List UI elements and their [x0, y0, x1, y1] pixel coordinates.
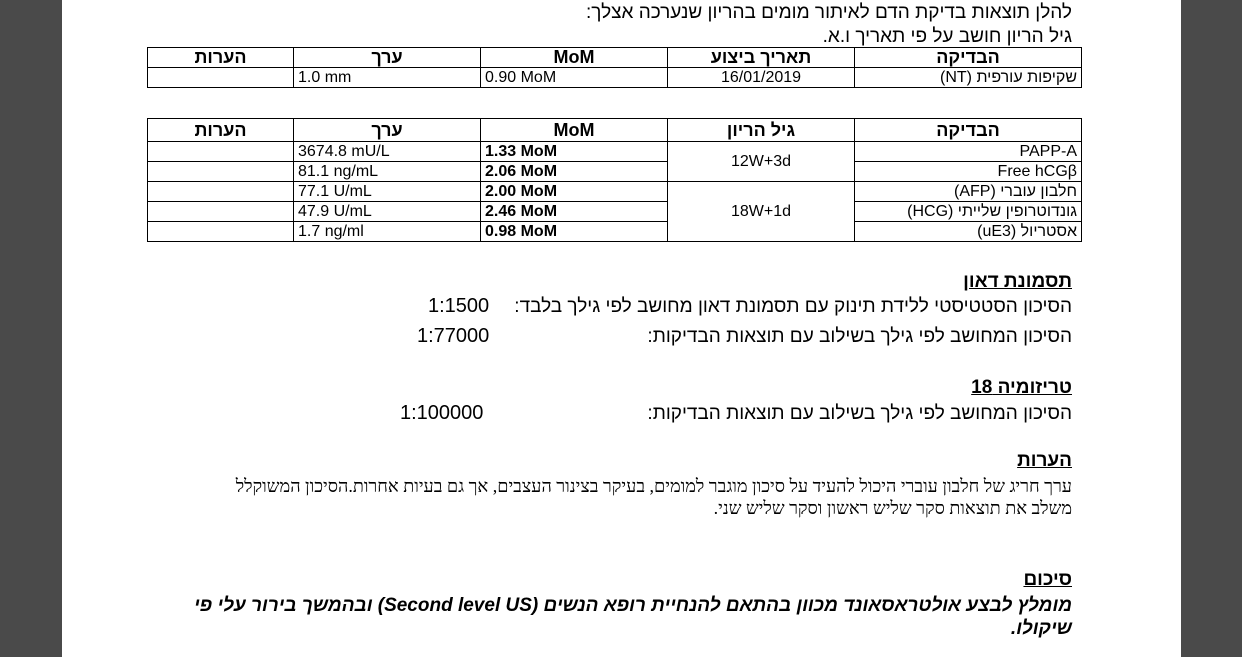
- table-row: [148, 142, 1082, 162]
- test-name-cell: PAPP-A: [855, 142, 1082, 162]
- value-cell: 3674.8 mU/L: [294, 142, 481, 162]
- table-row: [148, 162, 1082, 182]
- nt-results-table: [147, 47, 1082, 88]
- value-cell: 47.9 U/mL: [294, 202, 481, 222]
- document-page: [62, 0, 1181, 657]
- gestational-age-cell: 18W+1d: [668, 182, 855, 242]
- notes-text: ערך חריג של חלבון עוברי היכול להעיד על סיכון מוגבר למומים, בעיקר בצינור העצבים, אך גם בעיות אחרות.הסיכון המשוקלל משלב את תוצאות סקר שליש ראשון וסקר שליש שני.: [235, 476, 1072, 518]
- intro-line-1: להלן תוצאות בדיקת הדם לאיתור מומים בהריון שנערכה אצלך:: [586, 2, 1072, 23]
- notes-cell: [148, 182, 294, 202]
- down-syndrome-heading: תסמונת דאון: [963, 271, 1072, 292]
- value-cell: 77.1 U/mL: [294, 182, 481, 202]
- trisomy18-heading: טריזומיה 18: [971, 377, 1072, 398]
- down-risk-age-value: 1:1500: [428, 295, 490, 317]
- date-cell: 16/01/2019: [668, 68, 855, 88]
- blood-tests-table: [147, 118, 1082, 242]
- down-risk-age-label: הסיכון הסטטיסטי ללידת תינוק עם תסמונת דאון מחושב לפי גילך בלבד:: [514, 296, 1072, 317]
- table-row: [148, 68, 1082, 88]
- column-header: MoM: [481, 119, 668, 142]
- column-header: הערות: [148, 48, 294, 68]
- trisomy18-risk-value: 1:100000: [400, 402, 484, 424]
- trisomy18-risk-label: הסיכון המחושב לפי גילך בשילוב עם תוצאות הבדיקות:: [647, 403, 1072, 424]
- mom-cell: 2.46 MoM: [481, 202, 668, 222]
- value-cell: 1.7 ng/ml: [294, 222, 481, 242]
- table-header-row: [148, 48, 1082, 68]
- column-header: גיל הריון: [668, 119, 855, 142]
- notes-heading: הערות: [1017, 450, 1072, 471]
- notes-cell: [148, 68, 294, 88]
- table-header-row: [148, 119, 1082, 142]
- mom-cell: 1.33 MoM: [481, 142, 668, 162]
- column-header: הבדיקה: [855, 48, 1082, 68]
- column-header: הערות: [148, 119, 294, 142]
- summary-heading: סיכום: [1023, 569, 1072, 590]
- column-header: הבדיקה: [855, 119, 1082, 142]
- down-risk-combined-label: הסיכון המחושב לפי גילך בשילוב עם תוצאות הבדיקות:: [647, 326, 1072, 347]
- table-row: [148, 202, 1082, 222]
- intro-line-2: גיל הריון חושב על פי תאריך ו.א.: [822, 26, 1072, 47]
- test-name-cell: גונדוטרופין שלייתי (HCG): [855, 202, 1082, 222]
- mom-cell: 0.98 MoM: [481, 222, 668, 242]
- table-row: [148, 222, 1082, 242]
- column-header: ערך: [294, 119, 481, 142]
- test-name-cell: חלבון עוברי (AFP): [855, 182, 1082, 202]
- column-header: MoM: [481, 48, 668, 68]
- notes-cell: [148, 202, 294, 222]
- notes-cell: [148, 222, 294, 242]
- down-risk-combined-value: 1:77000: [417, 325, 490, 347]
- value-cell: 1.0 mm: [294, 68, 481, 88]
- column-header: ערך: [294, 48, 481, 68]
- mom-cell: 2.00 MoM: [481, 182, 668, 202]
- test-name-cell: שקיפות עורפית (NT): [855, 68, 1082, 88]
- summary-text: מומלץ לבצע אולטראסאונד מכוון בהתאם להנחיית רופא הנשים (Second level US) ובהמשך בירור עלי פי שיקולו.: [194, 595, 1072, 639]
- value-cell: 81.1 ng/mL: [294, 162, 481, 182]
- table-row: [148, 182, 1082, 202]
- gestational-age-cell: 12W+3d: [668, 142, 855, 182]
- test-name-cell: אסטריול (uE3): [855, 222, 1082, 242]
- column-header: תאריך ביצוע: [668, 48, 855, 68]
- mom-cell: 2.06 MoM: [481, 162, 668, 182]
- notes-cell: [148, 142, 294, 162]
- test-name-cell: Free hCGβ: [855, 162, 1082, 182]
- notes-cell: [148, 162, 294, 182]
- mom-cell: 0.90 MoM: [481, 68, 668, 88]
